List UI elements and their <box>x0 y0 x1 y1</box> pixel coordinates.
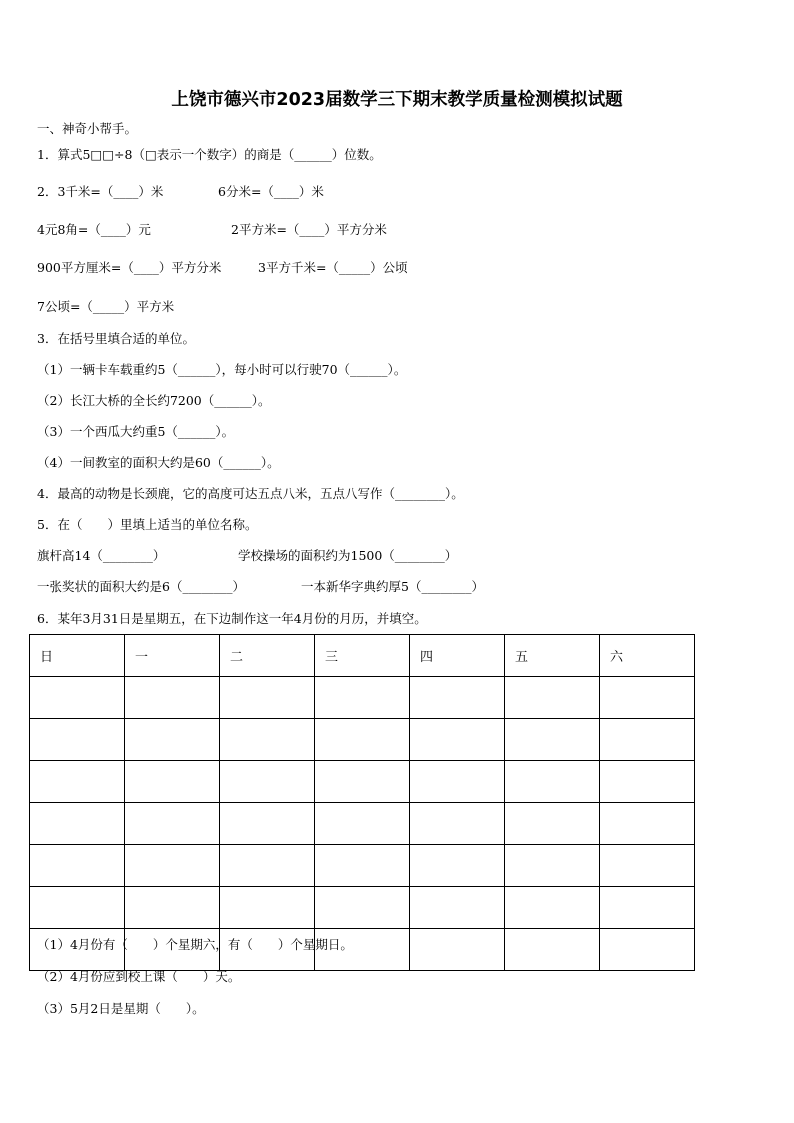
question-2-e: 900平方厘米=（____）平方分米 <box>37 260 222 275</box>
calendar-row <box>30 887 695 929</box>
calendar-row <box>30 845 695 887</box>
calendar-cell[interactable] <box>410 719 505 761</box>
calendar-cell[interactable] <box>125 761 220 803</box>
weekday-sun: 日 <box>40 650 54 665</box>
calendar-cell[interactable] <box>125 719 220 761</box>
weekday-mon: 一 <box>135 650 149 665</box>
question-2-f: 3平方千米=（_____）公顷 <box>258 260 408 275</box>
calendar-cell[interactable] <box>30 761 125 803</box>
calendar-cell[interactable] <box>410 929 505 971</box>
calendar-cell[interactable] <box>220 761 315 803</box>
calendar-cell[interactable] <box>505 803 600 845</box>
calendar-header-cell <box>505 635 600 677</box>
question-2-d: 2平方米=（____）平方分米 <box>231 222 387 237</box>
calendar-cell[interactable] <box>30 887 125 929</box>
question-3-4: （4）一间教室的面积大约是60（______）。 <box>37 455 280 470</box>
calendar-header-cell <box>315 635 410 677</box>
calendar-cell[interactable] <box>315 845 410 887</box>
weekday-fri: 五 <box>515 650 529 665</box>
question-4: 4．最高的动物是长颈鹿，它的高度可达五点八米，五点八写作（________）。 <box>37 486 464 501</box>
calendar-cell[interactable] <box>30 803 125 845</box>
calendar-row <box>30 761 695 803</box>
calendar-cell[interactable] <box>315 803 410 845</box>
question-1: 1．算式5□□÷8（□表示一个数字）的商是（______）位数。 <box>37 147 382 162</box>
calendar-header-cell <box>30 635 125 677</box>
calendar-cell[interactable] <box>125 677 220 719</box>
calendar-cell[interactable] <box>410 803 505 845</box>
calendar-cell[interactable] <box>30 845 125 887</box>
calendar-cell[interactable] <box>600 803 695 845</box>
calendar-cell[interactable] <box>600 845 695 887</box>
calendar-cell[interactable] <box>410 887 505 929</box>
calendar-header-cell <box>220 635 315 677</box>
calendar-cell[interactable] <box>125 887 220 929</box>
calendar-cell[interactable] <box>410 845 505 887</box>
calendar-cell[interactable] <box>220 677 315 719</box>
calendar-cell[interactable] <box>600 929 695 971</box>
question-5-d: 一本新华字典约厚5（________） <box>301 579 484 594</box>
section-heading: 一、神奇小帮手。 <box>37 121 138 136</box>
question-5: 5．在（ ）里填上适当的单位名称。 <box>37 517 258 532</box>
calendar-cell[interactable] <box>315 677 410 719</box>
calendar-header-cell <box>600 635 695 677</box>
calendar-cell[interactable] <box>315 719 410 761</box>
april-calendar-table <box>29 634 695 971</box>
calendar-cell[interactable] <box>505 719 600 761</box>
weekday-thu: 四 <box>420 650 434 665</box>
calendar-cell[interactable] <box>125 845 220 887</box>
question-6-3: （3）5月2日是星期（ ）。 <box>37 1001 205 1016</box>
weekday-sat: 六 <box>610 650 624 665</box>
calendar-cell[interactable] <box>125 803 220 845</box>
question-3-3: （3）一个西瓜大约重5（______）。 <box>37 424 235 439</box>
page-title: 上饶市德兴市2023届数学三下期末教学质量检测模拟试题 <box>171 90 623 110</box>
calendar-cell[interactable] <box>315 761 410 803</box>
calendar-cell[interactable] <box>30 719 125 761</box>
calendar-cell[interactable] <box>505 761 600 803</box>
question-2-b: 6分米=（____）米 <box>218 184 324 199</box>
calendar-cell[interactable] <box>505 929 600 971</box>
calendar-cell[interactable] <box>220 803 315 845</box>
calendar-header-row <box>30 635 695 677</box>
calendar-cell[interactable] <box>600 887 695 929</box>
calendar-row <box>30 803 695 845</box>
calendar-header-cell <box>125 635 220 677</box>
question-2-c: 4元8角=（____）元 <box>37 222 151 237</box>
calendar-cell[interactable] <box>600 677 695 719</box>
weekday-wed: 三 <box>325 650 339 665</box>
weekday-tue: 二 <box>230 650 244 665</box>
calendar-cell[interactable] <box>410 761 505 803</box>
calendar-row <box>30 719 695 761</box>
question-6-2: （2）4月份应到校上课（ ）天。 <box>37 969 241 984</box>
question-6: 6．某年3月31日是星期五，在下边制作这一年4月份的月历，并填空。 <box>37 611 427 626</box>
calendar-cell[interactable] <box>220 887 315 929</box>
calendar-cell[interactable] <box>505 887 600 929</box>
question-3-1: （1）一辆卡车载重约5（______），每小时可以行驶70（______）。 <box>37 362 407 377</box>
question-5-b: 学校操场的面积约为1500（________） <box>238 548 458 563</box>
calendar-cell[interactable] <box>505 677 600 719</box>
calendar-cell[interactable] <box>600 719 695 761</box>
calendar-cell[interactable] <box>220 719 315 761</box>
calendar-cell[interactable] <box>600 761 695 803</box>
calendar-cell[interactable] <box>30 677 125 719</box>
calendar-row <box>30 677 695 719</box>
question-6-1: （1）4月份有（ ）个星期六，有（ ）个星期日。 <box>37 937 353 952</box>
question-5-a: 旗杆高14（________） <box>37 548 166 563</box>
calendar-cell[interactable] <box>410 677 505 719</box>
question-3-2: （2）长江大桥的全长约7200（______）。 <box>37 393 271 408</box>
calendar-cell[interactable] <box>505 845 600 887</box>
calendar-cell[interactable] <box>315 887 410 929</box>
calendar-cell[interactable] <box>220 845 315 887</box>
calendar-header-cell <box>410 635 505 677</box>
question-3: 3．在括号里填合适的单位。 <box>37 331 195 346</box>
question-2-a: 2．3千米=（____）米 <box>37 184 164 199</box>
question-2-g: 7公顷=（_____）平方米 <box>37 299 175 314</box>
question-5-c: 一张奖状的面积大约是6（________） <box>37 579 245 594</box>
